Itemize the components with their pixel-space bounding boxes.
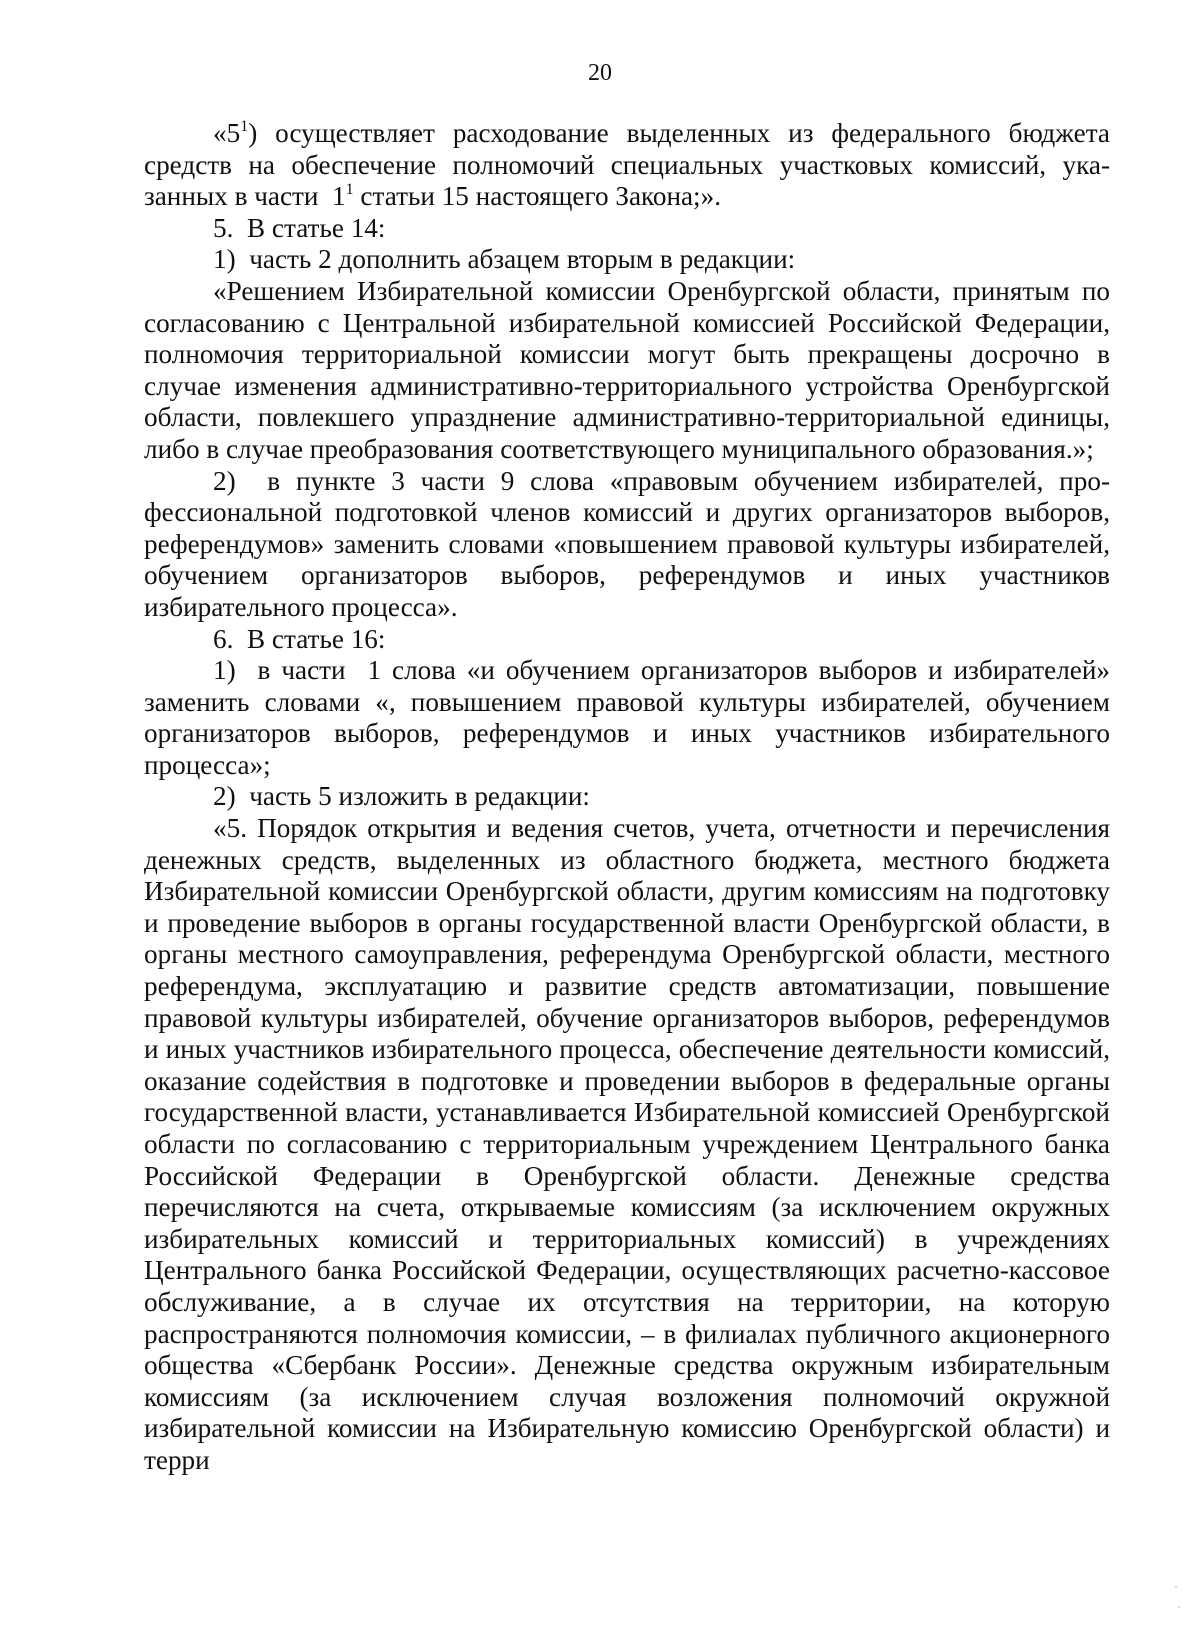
scan-speck <box>1178 1606 1180 1608</box>
superscript: 1 <box>345 181 354 199</box>
paragraph-subitem-6-1: 1) в части 1 слова «и обучением организаторов выборов и избирателей» заменить словами «, повышением правовой культуры избирателей, обучением организаторов выборов, референдумов и иных участников избирательного процесса»; <box>144 655 1110 780</box>
paragraph-item-5: 5. В статье 14: <box>213 212 386 243</box>
paragraph-quoted-amendment: «Решением Избирательной комиссии Оренбургской области, принятым по согласованию с Центральной избирательной комиссией Российской Федерации, полномочия территориальной комиссии могут быть прекращены досрочно в случае изменения административно-территориального устройства Оренбургской области, повлекшего упразднение административно-территориальной единицы, либо в случае преобразования соответствующего муниципального образования.»; <box>144 275 1110 464</box>
paragraph-text: статьи 15 настоящего Закона;». <box>353 181 721 212</box>
paragraph-subitem-5-1: 1) часть 2 дополнить абзацем вторым в редакции: <box>213 244 796 275</box>
paragraph-text: «5 <box>213 118 241 148</box>
page-number: 20 <box>588 60 612 86</box>
paragraph-part-5-text: «5. Порядок открытия и ведения счетов, учета, отчетности и перечисления денежных средств, выделенных из областного бюджета, местного бюджета Избирательной комиссии Оренбургской области, другим комиссиям на подготовку и проведение выборов в органы государственной власти Оренбургской области, в органы местного самоуправления, референдума Оренбургской области, местного референдума, эксплуатацию и развитие средств автоматизации, повышение правовой культуры избирателей, обучение организаторов выборов, референдумов и иных участников избирательного процесса, обеспечение деятельности комиссий, оказание содействия в подготовке и проведении выборов в федеральные органы государственной власти, устанавливается Избирательной комиссией Оренбургской области по согласованию с территориальным учреждением Центрального банка Российской Федерации в Оренбургской области. Денежные средства перечисляются на счета, открываемые комиссиям (за исключением окружных избирательных комиссий и территориальных комиссий) в учреждениях Центрального банка Российской Федерации, осуществляющих расчетно-кассовое обслуживание, а в случае их отсутствия на территории, на которую распространяются полномочия комиссии, – в филиалах публичного акционерного общества «Сбербанк России». Денежные средства окружным избирательным комиссиям (за исключением случая возложения полномочий окружной избирательной комиссии на Избирательную комиссию Оренбургской области) и терри <box>144 813 1110 1475</box>
scan-speck <box>1175 1586 1177 1588</box>
paragraph-clause-5-1 <box>144 118 1110 213</box>
paragraph-subitem-5-2: 2) в пункте 3 части 9 слова «правовым обучением избирателей, профессиональной подготовкой членов комиссий и других организаторов выборов, референдумов» заменить словами «повышением правовой культуры избирателей, обучением организаторов выборов, референдумов и иных участников избирательного процесса». <box>144 465 1110 622</box>
paragraph-item-6: 6. В статье 16: <box>213 623 386 654</box>
paragraph-subitem-6-2: 2) часть 5 изложить в редакции: <box>213 781 590 812</box>
document-body <box>144 118 1110 1477</box>
paragraph-text: ) осуществляет расходование выделенных из федерального бюджета средств на обеспечение полномочий специальных участковых комиссий, указанных в части 1 <box>144 118 1110 212</box>
superscript: 1 <box>240 118 249 135</box>
